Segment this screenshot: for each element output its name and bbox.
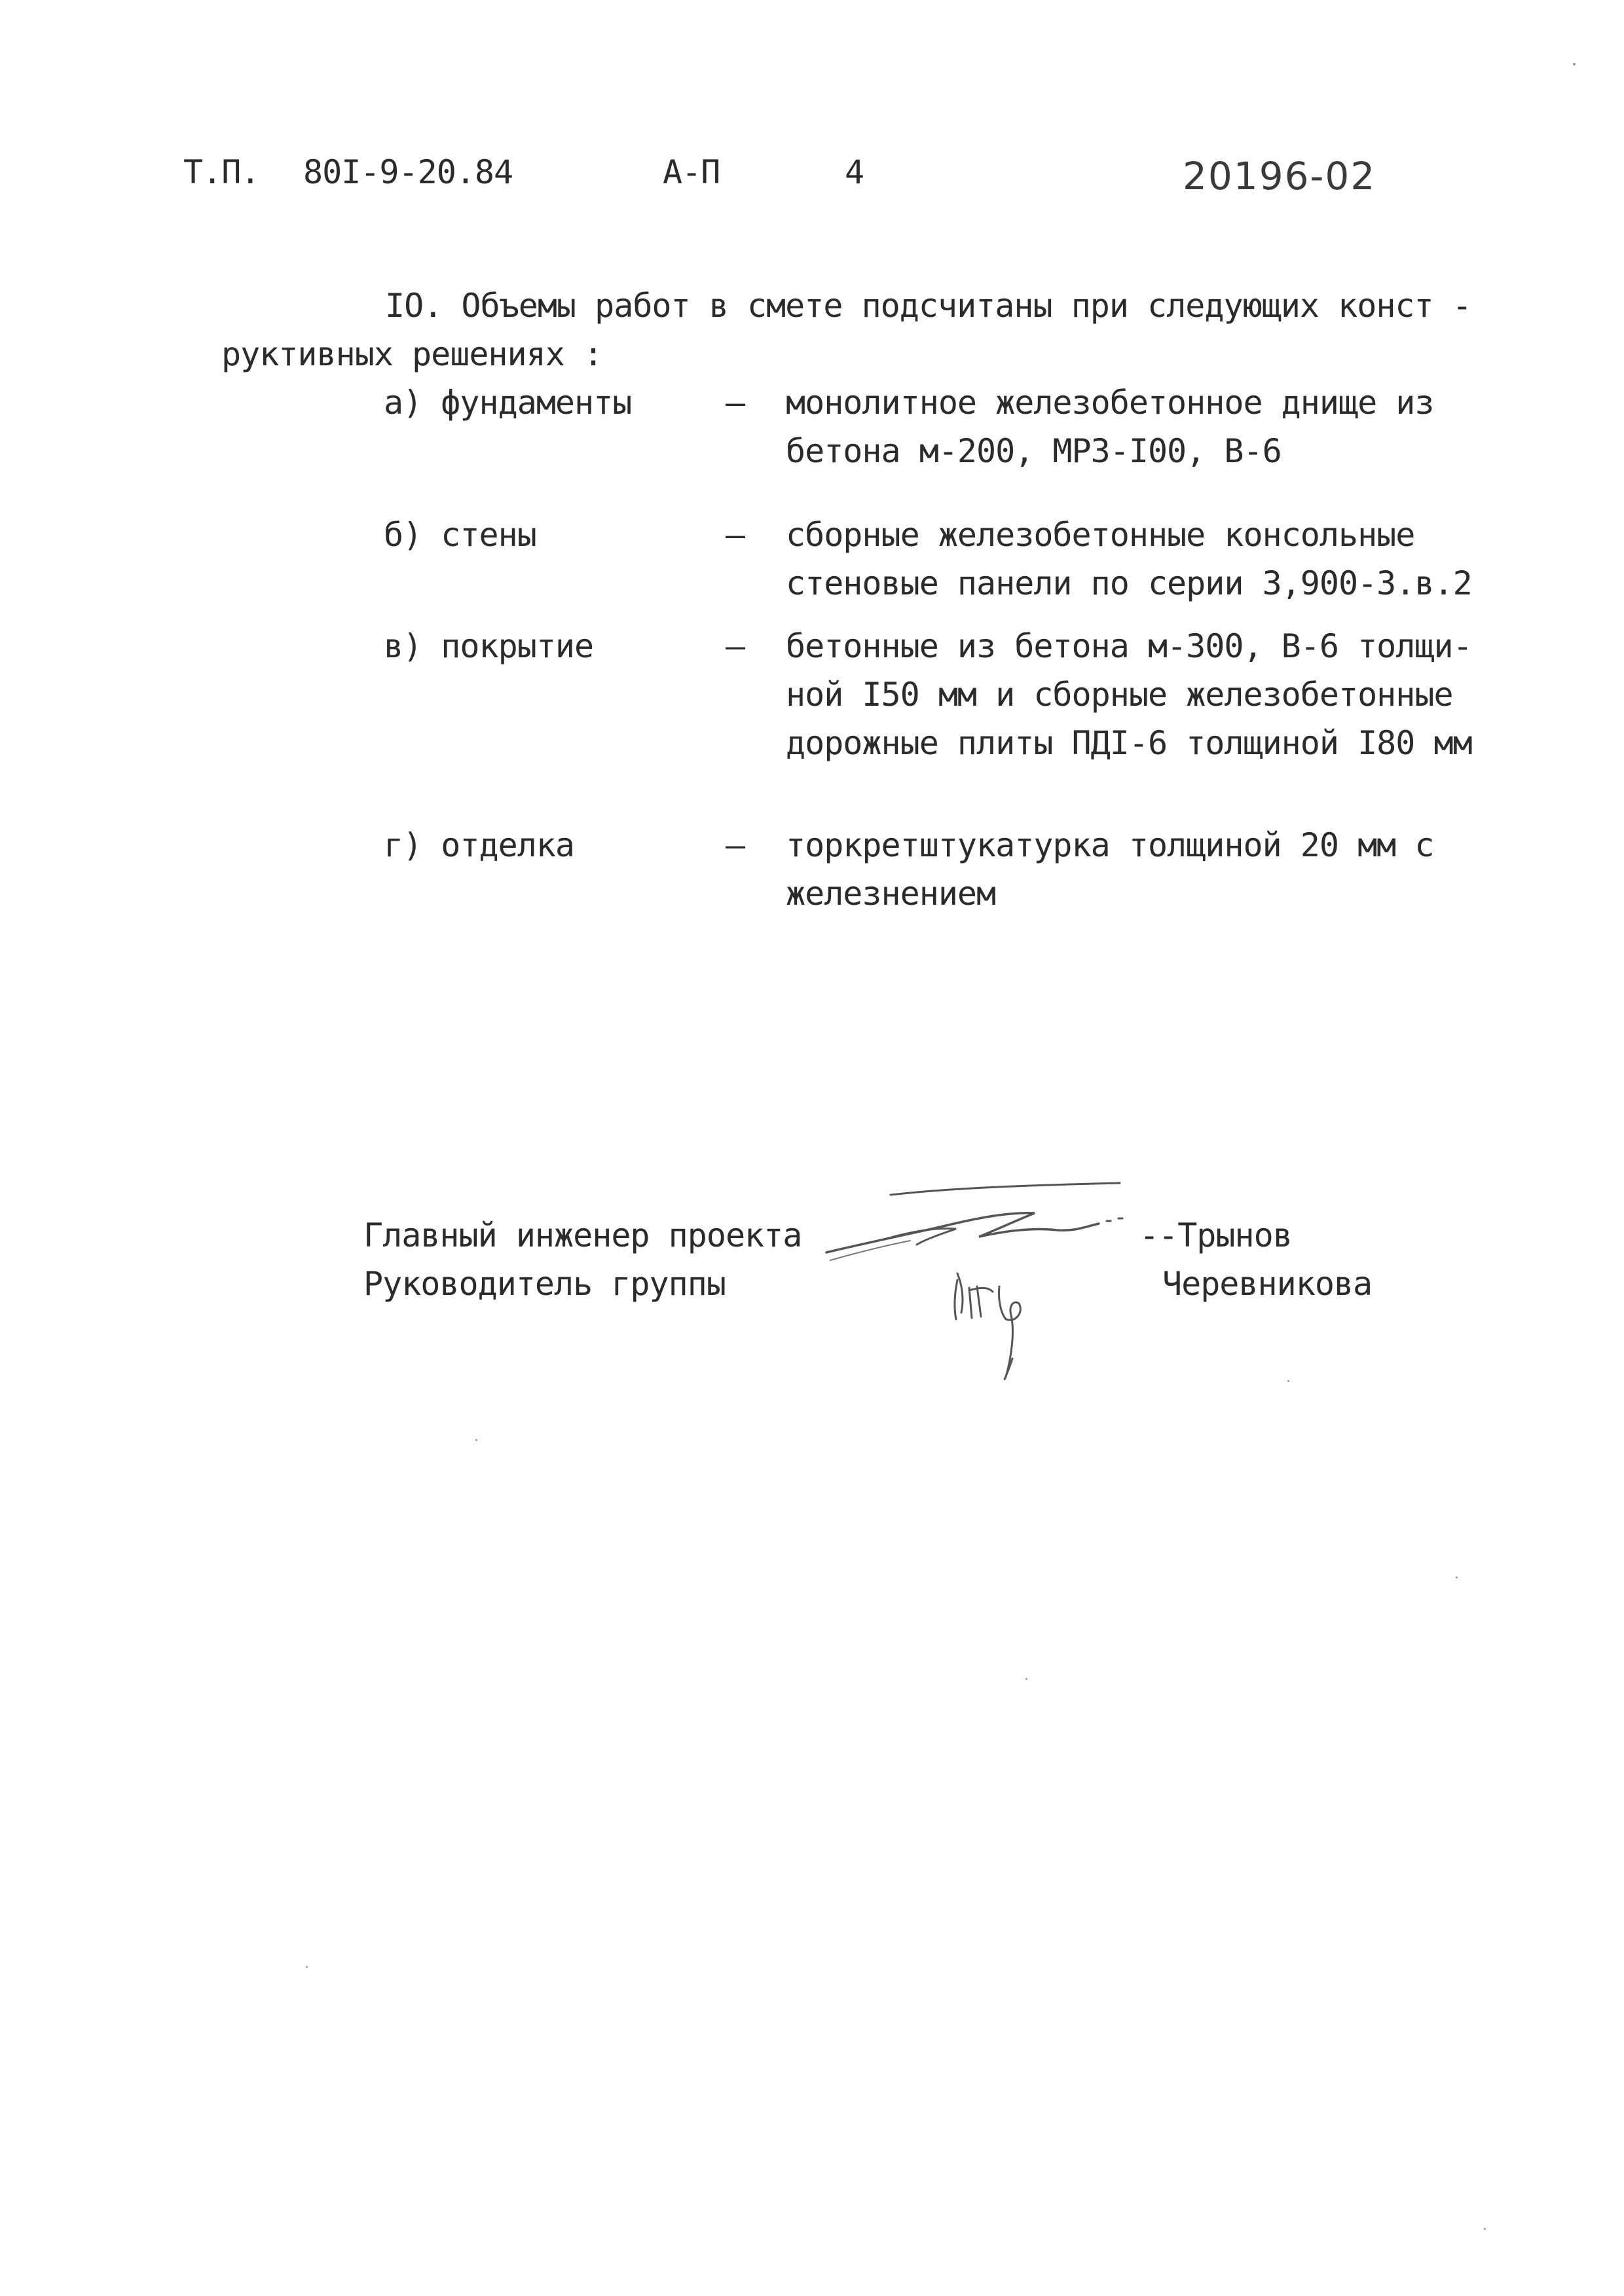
item-text-line: бетонные из бетона м-300, В-6 толщи- — [786, 627, 1472, 665]
item-dash: – — [726, 826, 745, 864]
item-dash: – — [726, 516, 745, 554]
item-text-line: стеновые панели по серии 3,900-3.в.2 — [786, 564, 1472, 602]
inventory-number: 20196-02 — [1183, 154, 1376, 198]
scan-speck — [1456, 1576, 1458, 1578]
item-text-line: монолитное железобетонное днище из — [786, 384, 1434, 422]
item-label: г) отделка — [384, 826, 575, 864]
item-label: б) стены — [384, 516, 536, 554]
item-text-line: бетона м-200, МРЗ-I00, В-6 — [786, 432, 1282, 470]
tp-label: Т.П. — [183, 153, 260, 191]
item-text-line: дорожные плиты ПДI-6 толщиной I80 мм — [786, 724, 1472, 762]
scan-speck — [306, 1966, 308, 1968]
doc-number: 80I-9-20.84 — [303, 153, 513, 191]
group-leader-name: Черевникова — [1162, 1265, 1373, 1303]
album-label: А-П — [663, 153, 720, 191]
group-leader-signature — [943, 1260, 1074, 1391]
scan-speck — [475, 1439, 477, 1441]
scan-speck — [1573, 63, 1576, 65]
scan-speck — [1484, 2228, 1486, 2230]
scan-speck — [1287, 1380, 1289, 1382]
page-number: 4 — [845, 153, 864, 191]
section-intro-line2: руктивных решениях : — [221, 335, 603, 373]
chief-engineer-name: --Трынов — [1139, 1216, 1292, 1254]
item-text-line: сборные железобетонные консольные — [786, 516, 1415, 554]
scan-speck — [1025, 1678, 1027, 1680]
item-text-line: торкретштукатурка толщиной 20 мм с — [786, 826, 1434, 864]
item-dash: – — [726, 384, 745, 422]
chief-engineer-title: Главный инженер проекта — [363, 1216, 802, 1254]
section-intro-line1: IО. Объемы работ в смете подсчитаны при следующих конст - — [385, 287, 1471, 325]
item-label: а) фундаменты — [384, 384, 632, 422]
group-leader-title: Руководитель группы — [363, 1265, 726, 1303]
item-text-line: ной I50 мм и сборные железобетонные — [786, 676, 1453, 714]
item-label: в) покрытие — [384, 627, 594, 665]
item-text-line: железнением — [786, 875, 996, 913]
item-dash: – — [726, 627, 745, 665]
